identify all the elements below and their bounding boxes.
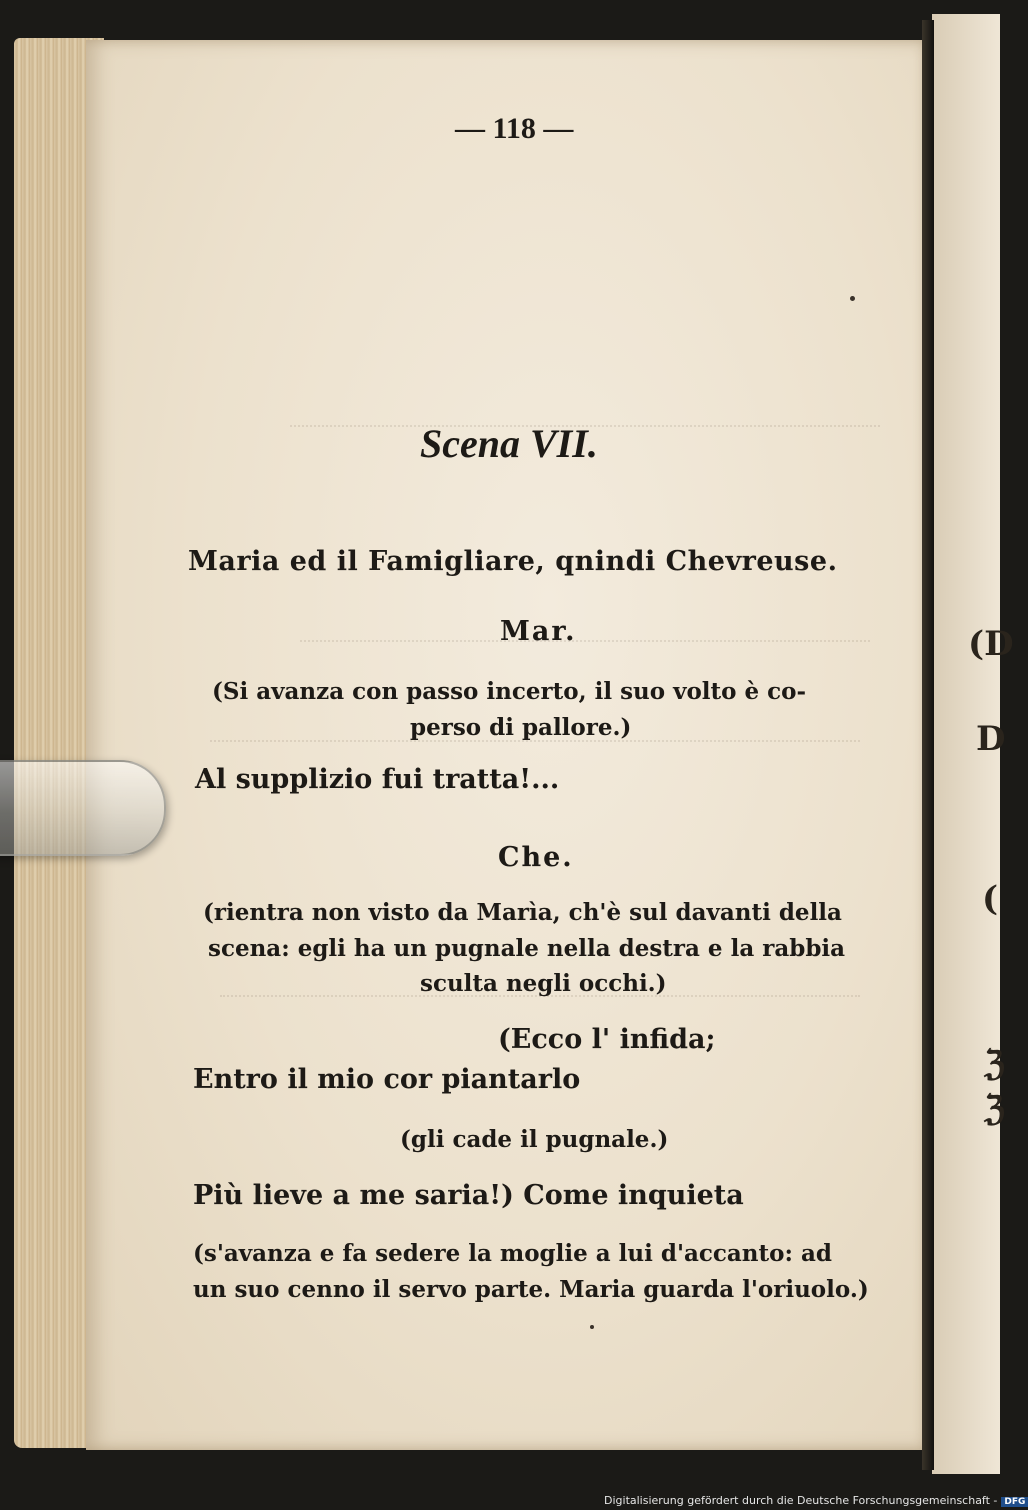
bleed-through — [300, 600, 870, 642]
page-holder-clip — [0, 760, 166, 856]
stage-direction: (rientra non visto da Marìa, ch'è sul davanti della — [203, 899, 842, 926]
page-number: — 118 — — [455, 112, 574, 145]
verse-line: Più lieve a me saria!) Come inquieta — [193, 1180, 744, 1211]
scene-title: Scena VII. — [420, 421, 598, 466]
book-page — [86, 40, 928, 1450]
facing-page-glyph: (D — [968, 624, 1014, 664]
stage-direction: perso di pallore.) — [410, 714, 632, 741]
dfg-logo: DFG — [1001, 1497, 1028, 1507]
verse-line: (Ecco l' infida; — [498, 1024, 716, 1055]
facing-page — [932, 14, 1014, 1474]
digitization-credit — [604, 1494, 1028, 1507]
facing-page-glyph: ℨ — [984, 1089, 1005, 1129]
ink-speck — [850, 296, 855, 301]
characters-line: Maria ed il Famigliare, qnindi Chevreuse. — [188, 546, 838, 577]
stage-direction: sculta negli occhi.) — [420, 970, 667, 997]
book-gutter — [922, 20, 934, 1470]
verse-line: Entro il mio cor piantarlo — [193, 1064, 581, 1095]
speaker-name: Che. — [498, 842, 574, 873]
stage-direction: (s'avanza e fa sedere la moglie a lui d'accanto: ad — [193, 1240, 832, 1267]
stage-direction: (Si avanza con passo incerto, il suo volto è co- — [212, 678, 807, 705]
stage-direction: un suo cenno il servo parte. Maria guarda l'oriuolo.) — [193, 1276, 869, 1303]
facing-page-glyph: D — [976, 719, 1006, 759]
facing-page-glyph: ℨ — [984, 1044, 1005, 1084]
credit-text: Digitalisierung gefördert durch die Deutsche Forschungsgemeinschaft - — [604, 1494, 998, 1507]
ink-speck — [590, 1325, 594, 1329]
facing-page-glyph: ( — [982, 879, 999, 919]
stage-direction: scena: egli ha un pugnale nella destra e la rabbia — [208, 935, 846, 962]
speaker-name: Mar. — [500, 616, 577, 647]
verse-line: Al supplizio fui tratta!... — [195, 764, 560, 795]
stage-direction: (gli cade il pugnale.) — [400, 1126, 669, 1153]
